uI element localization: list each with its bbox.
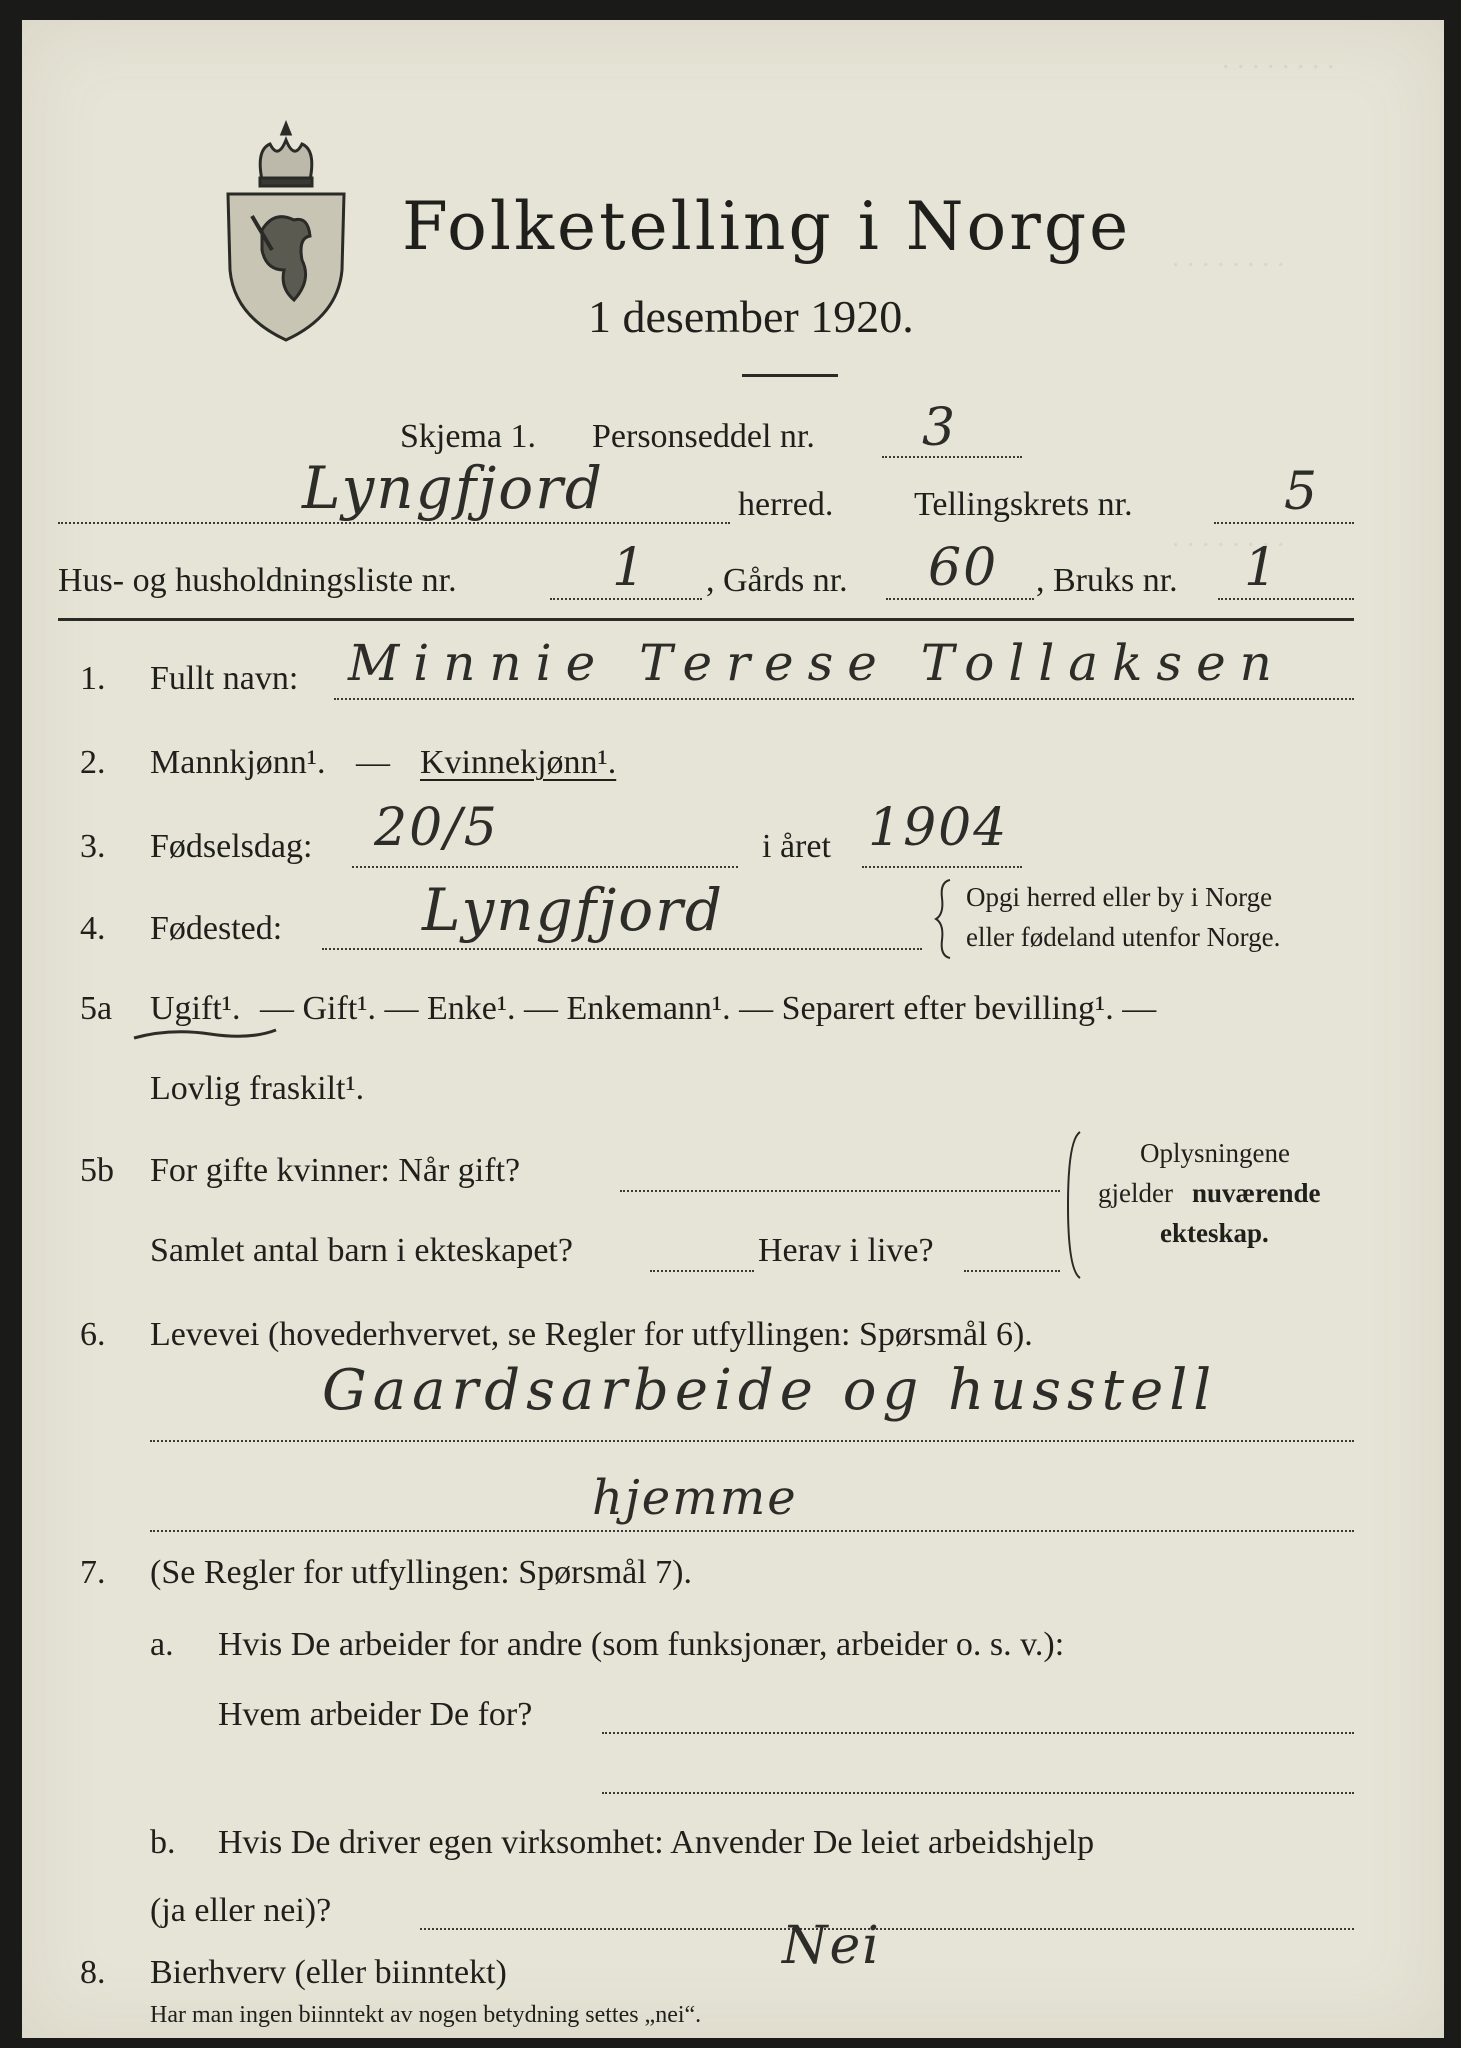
- marriage-note-1: Oplysningene: [1140, 1138, 1290, 1168]
- employer-line: [602, 1732, 1354, 1734]
- herred-value[interactable]: Lyngfjord: [302, 454, 604, 522]
- census-form-page: . . . . . . . . . . . . . . . . . . . . . . . . Folketelling i Norge 1 desember 1920. Skjema 1. Personseddel nr. 3 Lyngfjord herred. Tellingskrets nr. 5 Hus- og husholdningsliste nr. 1 , Gårds nr. 60 , Bruks nr. 1 1. Fullt navn: Minnie Terese Tollaksen 2. Mannkjønn¹. — Kvinnekjønn¹. 3. Fødselsdag: 20/5 i året 1904 4. Fødested: Lyngfjord Opgi herred eller by i Norge eller fødeland utenfor Norge. 5a Ugift¹. — Gift¹. — Enke¹. — Enkemann¹. — Separert efter bevilling¹. — Lovlig fraskilt¹. 5b For gifte kvinner: Når gift? Samlet antal barn i ekteskapet? Herav i live? Oplysningene gjelder nuværende ekteskap. 6. Levevei (hovederhvervet, se Regler for utfyllingen: Spørsmål 6). Gaardsarbeide og husstell hjemme 7. (Se Regler for utfyllingen: Spørsmål 7). a. Hvis De arbeider for andre (som funksjonær, arbeider o. s. v.): Hvem arbeider De for? b. Hvis De driver egen virksomhet: Anvender De leiet arbeidshjelp (ja eller nei)? 8. Bierhverv (eller biinntekt) Nei Har man ingen biinntekt av nogen betydning settes „nei“.: [22, 20, 1444, 2038]
- marriage-note-2b: nuværende: [1192, 1178, 1321, 1208]
- birthday-value[interactable]: 20/5: [374, 798, 499, 858]
- occupation-value-2[interactable]: hjemme: [592, 1470, 798, 1526]
- bruks-value[interactable]: 1: [1244, 538, 1280, 598]
- birth-year-value[interactable]: 1904: [868, 798, 1009, 858]
- q4-line: [322, 948, 922, 950]
- q8-label: Bierhverv (eller biinntekt): [150, 1954, 507, 1991]
- q4-number: 4.: [80, 910, 106, 947]
- male-option[interactable]: Mannkjønn¹.: [150, 744, 326, 781]
- q6-number: 6.: [80, 1316, 106, 1353]
- q5b-number: 5b: [80, 1152, 114, 1189]
- children-total-label: Samlet antal barn i ekteskapet?: [150, 1232, 573, 1269]
- skjema-label: Skjema 1.: [400, 418, 536, 455]
- q8-number: 8.: [80, 1954, 106, 1991]
- q2-number: 2.: [80, 744, 106, 781]
- birthplace-value[interactable]: Lyngfjord: [422, 876, 724, 944]
- marriage-note-2a: gjelder: [1098, 1178, 1173, 1208]
- birthplace-note-2: eller fødeland utenfor Norge.: [966, 922, 1281, 952]
- occupation-line-2: [150, 1530, 1354, 1532]
- husliste-value[interactable]: 1: [612, 538, 648, 598]
- occupation-line-1: [150, 1440, 1354, 1442]
- form-title: Folketelling i Norge: [402, 188, 1132, 265]
- bruks-label: , Bruks nr.: [1036, 562, 1178, 599]
- employer-line-2: [602, 1792, 1354, 1794]
- year-line: [862, 866, 1022, 868]
- q2-separator: —: [356, 744, 390, 781]
- q7b-letter: b.: [150, 1824, 176, 1861]
- husliste-line: [550, 598, 702, 600]
- tellingskrets-value[interactable]: 5: [1284, 462, 1320, 522]
- civil-status-options[interactable]: — Gift¹. — Enke¹. — Enkemann¹. — Separert efter bevilling¹. —: [260, 990, 1157, 1027]
- children-total-line: [650, 1270, 754, 1272]
- q1-line: [334, 698, 1354, 700]
- q5b-married-label: For gifte kvinner: Når gift?: [150, 1152, 521, 1189]
- husliste-label: Hus- og husholdningsliste nr.: [58, 562, 457, 599]
- q7a-question: Hvis De arbeider for andre (som funksjonær, arbeider o. s. v.):: [218, 1626, 1065, 1663]
- q3-number: 3.: [80, 828, 106, 865]
- tellingskrets-line: [1214, 522, 1354, 524]
- q7-label: (Se Regler for utfyllingen: Spørsmål 7).: [150, 1554, 693, 1591]
- header-divider: [58, 618, 1354, 621]
- year-label: i året: [762, 828, 831, 865]
- q3-line: [352, 866, 738, 868]
- side-income-value[interactable]: Nei: [782, 1916, 881, 1976]
- q7-number: 7.: [80, 1554, 106, 1591]
- q5a-number: 5a: [80, 990, 113, 1027]
- census-date: 1 desember 1920.: [588, 291, 914, 342]
- bracket-icon: [1064, 1130, 1084, 1280]
- ugift-handwritten-underline: [130, 1026, 280, 1046]
- personseddel-label: Personseddel nr.: [592, 418, 815, 455]
- herred-line: [58, 522, 730, 524]
- herred-label: herred.: [738, 486, 834, 523]
- children-alive-line: [964, 1270, 1060, 1272]
- title-divider: [742, 374, 838, 377]
- children-alive-label: Herav i live?: [758, 1232, 934, 1269]
- brace-icon: [934, 878, 954, 960]
- bruks-line: [1218, 598, 1354, 600]
- q7b-yes-no-label: (ja eller nei)?: [150, 1892, 332, 1929]
- gards-value[interactable]: 60: [928, 538, 999, 598]
- ugift-option-selected[interactable]: Ugift¹.: [150, 990, 241, 1027]
- personseddel-value[interactable]: 3: [922, 398, 958, 458]
- q4-label: Fødested:: [150, 910, 283, 947]
- lovlig-fraskilt-option[interactable]: Lovlig fraskilt¹.: [150, 1070, 365, 1107]
- female-option-selected[interactable]: Kvinnekjønn¹.: [420, 744, 617, 781]
- gards-label: , Gårds nr.: [706, 562, 848, 599]
- q6-label: Levevei (hovederhvervet, se Regler for utfyllingen: Spørsmål 6).: [150, 1316, 1033, 1353]
- footer-note: Har man ingen biinntekt av nogen betydning settes „nei“.: [150, 2002, 702, 2028]
- hired-help-line: [420, 1928, 1354, 1930]
- tellingskrets-label: Tellingskrets nr.: [914, 486, 1133, 523]
- q7a-letter: a.: [150, 1626, 174, 1663]
- q1-number: 1.: [80, 660, 106, 697]
- gards-line: [886, 598, 1034, 600]
- norwegian-coat-of-arms-icon: [222, 120, 350, 345]
- marriage-note-3: ekteskap.: [1160, 1218, 1269, 1248]
- occupation-value-1[interactable]: Gaardsarbeide og husstell: [322, 1358, 1218, 1423]
- birthplace-note-1: Opgi herred eller by i Norge: [966, 882, 1273, 912]
- q7a-employer-label: Hvem arbeider De for?: [218, 1696, 533, 1733]
- q1-label: Fullt navn:: [150, 660, 299, 697]
- q7b-question: Hvis De driver egen virksomhet: Anvender De leiet arbeidshjelp: [218, 1824, 1095, 1861]
- full-name-value[interactable]: Minnie Terese Tollaksen: [348, 634, 1286, 692]
- q3-label: Fødselsdag:: [150, 828, 313, 865]
- married-when-line: [620, 1190, 1060, 1192]
